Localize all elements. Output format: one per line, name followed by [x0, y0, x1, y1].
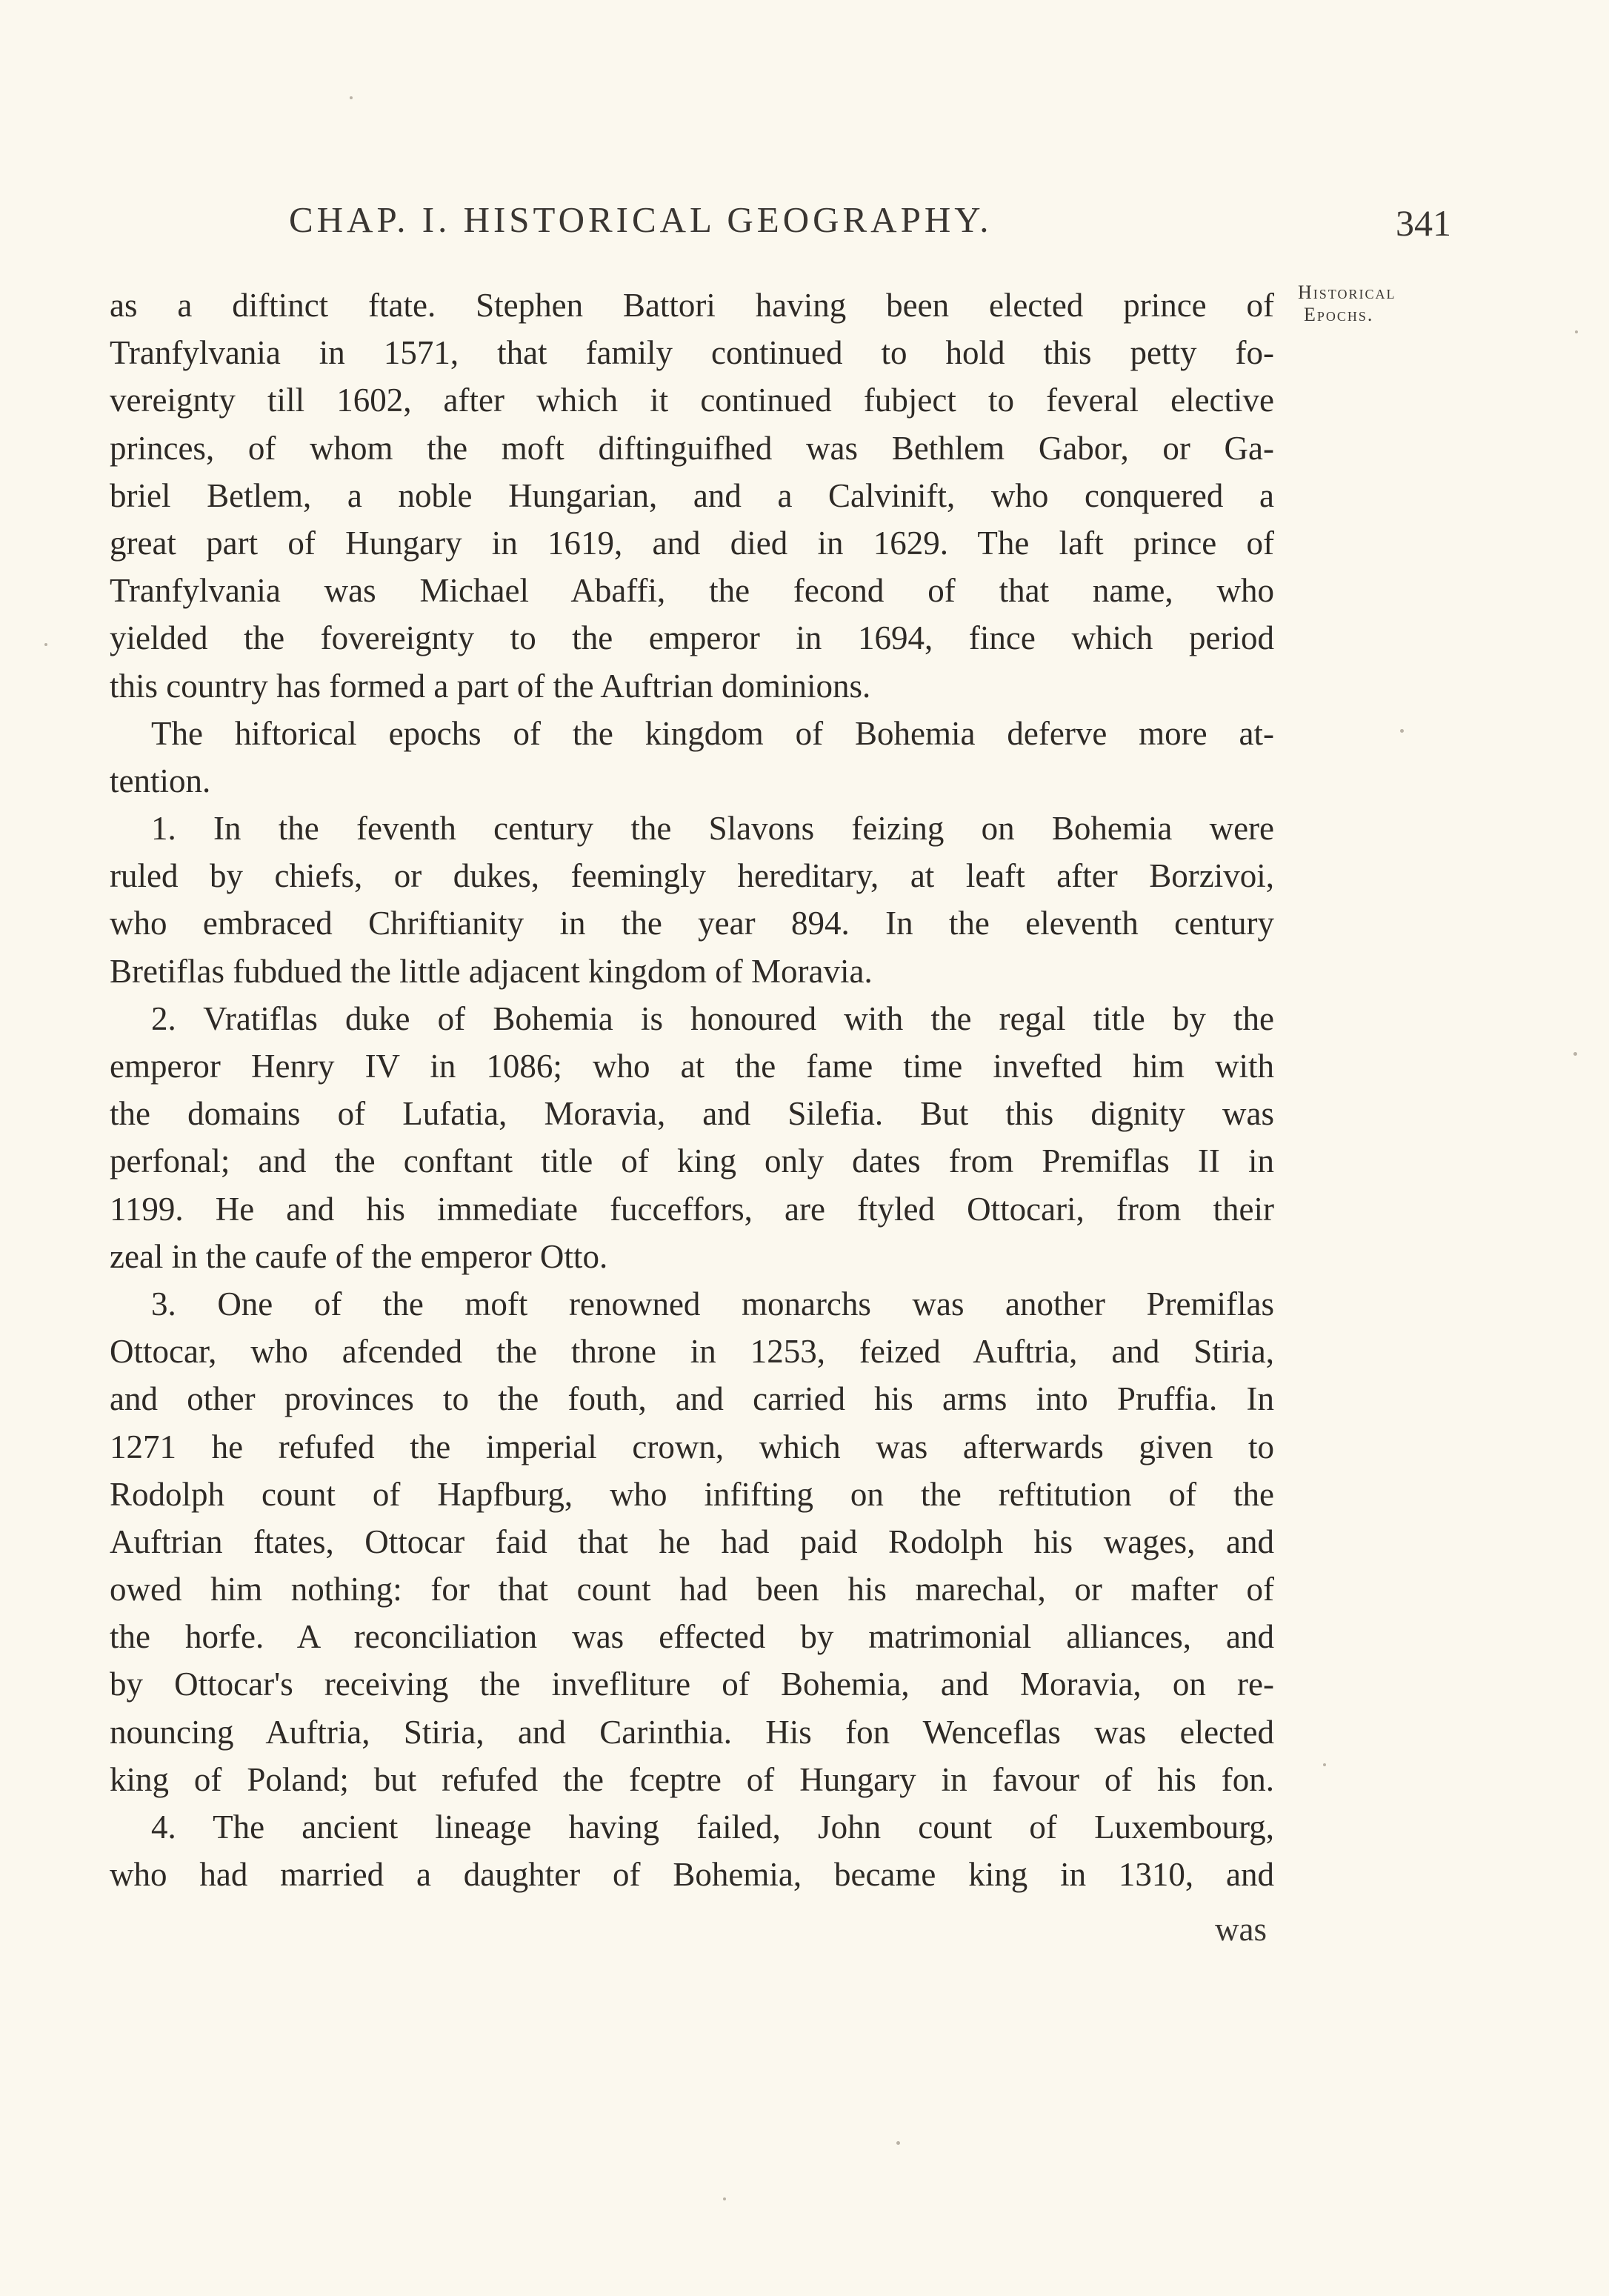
running-head: CHAP. I. HISTORICAL GEOGRAPHY.	[289, 199, 993, 240]
text-line: 3. One of the moft renowned monarchs was another Premiflas	[151, 1285, 1274, 1322]
text-line: as a diftinct ftate. Stephen Battori having been elected prince of	[110, 287, 1274, 324]
catchword: was	[1215, 1911, 1267, 1948]
text-line: great part of Hungary in 1619, and died in 1629. The laft prince of	[110, 524, 1274, 562]
marginal-note	[1298, 282, 1468, 326]
text-line: the domains of Lufatia, Moravia, and Silefia. But this dignity was	[110, 1095, 1274, 1133]
text-line: nouncing Auftria, Stiria, and Carinthia. His fon Wenceflas was elected	[110, 1713, 1274, 1751]
text-line: zeal in the caufe of the emperor Otto.	[110, 1237, 608, 1275]
text-line: the horfe. A reconciliation was effected by matrimonial alliances, and	[110, 1618, 1274, 1656]
paper-speck	[896, 2141, 900, 2145]
text-line: 2. Vratiflas duke of Bohemia is honoured with the regal title by the	[151, 999, 1274, 1037]
paper-speck	[1573, 1052, 1577, 1056]
paper-speck	[350, 96, 353, 99]
text-line: owed him nothing: for that count had been his marechal, or mafter of	[110, 1571, 1274, 1608]
text-line: ruled by chiefs, or dukes, feemingly hereditary, at leaft after Borzivoi,	[110, 857, 1274, 895]
text-line: king of Poland; but refufed the fceptre of Hungary in favour of his fon.	[110, 1760, 1274, 1798]
text-line: Bretiflas fubdued the little adjacent kingdom of Moravia.	[110, 952, 873, 990]
paper-speck	[1400, 729, 1404, 733]
text-line: vereignty till 1602, after which it continued fubject to feveral elective	[110, 382, 1274, 419]
text-line: Rodolph count of Hapfburg, who infifting on the reftitution of the	[110, 1475, 1274, 1513]
text-line: Tranfylvania in 1571, that family continued to hold this petty fo-	[110, 334, 1274, 372]
text-line: yielded the fovereignty to the emperor in 1694, fince which period	[110, 619, 1274, 657]
page-number: 341	[1396, 202, 1451, 244]
text-line: 1. In the feventh century the Slavons feizing on Bohemia were	[151, 810, 1274, 848]
text-line: briel Betlem, a noble Hungarian, and a Calvinift, who conquered a	[110, 476, 1274, 514]
text-line: this country has formed a part of the Auftrian dominions.	[110, 667, 871, 705]
paper-speck	[1323, 1763, 1326, 1766]
text-line: emperor Henry IV in 1086; who at the fame time invefted him with	[110, 1048, 1274, 1085]
paper-speck	[723, 2197, 726, 2200]
text-line: The hiftorical epochs of the kingdom of Bohemia deferve more at-	[151, 714, 1274, 752]
text-line: by Ottocar's receiving the invefliture of Bohemia, and Moravia, on re-	[110, 1666, 1274, 1703]
text-line: Ottocar, who afcended the throne in 1253, feized Auftria, and Stiria,	[110, 1333, 1274, 1371]
marginal-note-line-1: Historical	[1298, 282, 1396, 303]
text-line: 1271 he refufed the imperial crown, which was afterwards given to	[110, 1428, 1274, 1465]
body-text	[110, 282, 1274, 1898]
text-line: perfonal; and the conftant title of king only dates from Premiflas II in	[110, 1142, 1274, 1180]
marginal-note-line-2: Epochs.	[1304, 304, 1374, 325]
paper-speck	[1575, 330, 1578, 333]
text-line: and other provinces to the fouth, and carried his arms into Pruffia. In	[110, 1380, 1274, 1418]
paper-speck	[44, 643, 47, 646]
text-line: 4. The ancient lineage having failed, John count of Luxembourg,	[151, 1808, 1274, 1846]
text-line: Tranfylvania was Michael Abaffi, the fecond of that name, who	[110, 572, 1274, 610]
text-line: who embraced Chriftianity in the year 894. In the eleventh century	[110, 905, 1274, 942]
text-line: Auftrian ftates, Ottocar faid that he had paid Rodolph his wages, and	[110, 1523, 1274, 1560]
text-line: tention.	[110, 762, 211, 799]
text-line: who had married a daughter of Bohemia, became king in 1310, and	[110, 1856, 1274, 1894]
text-line: princes, of whom the moft diftinguifhed was Bethlem Gabor, or Ga-	[110, 429, 1274, 467]
text-line: 1199. He and his immediate fucceffors, are ftyled Ottocari, from their	[110, 1190, 1274, 1228]
